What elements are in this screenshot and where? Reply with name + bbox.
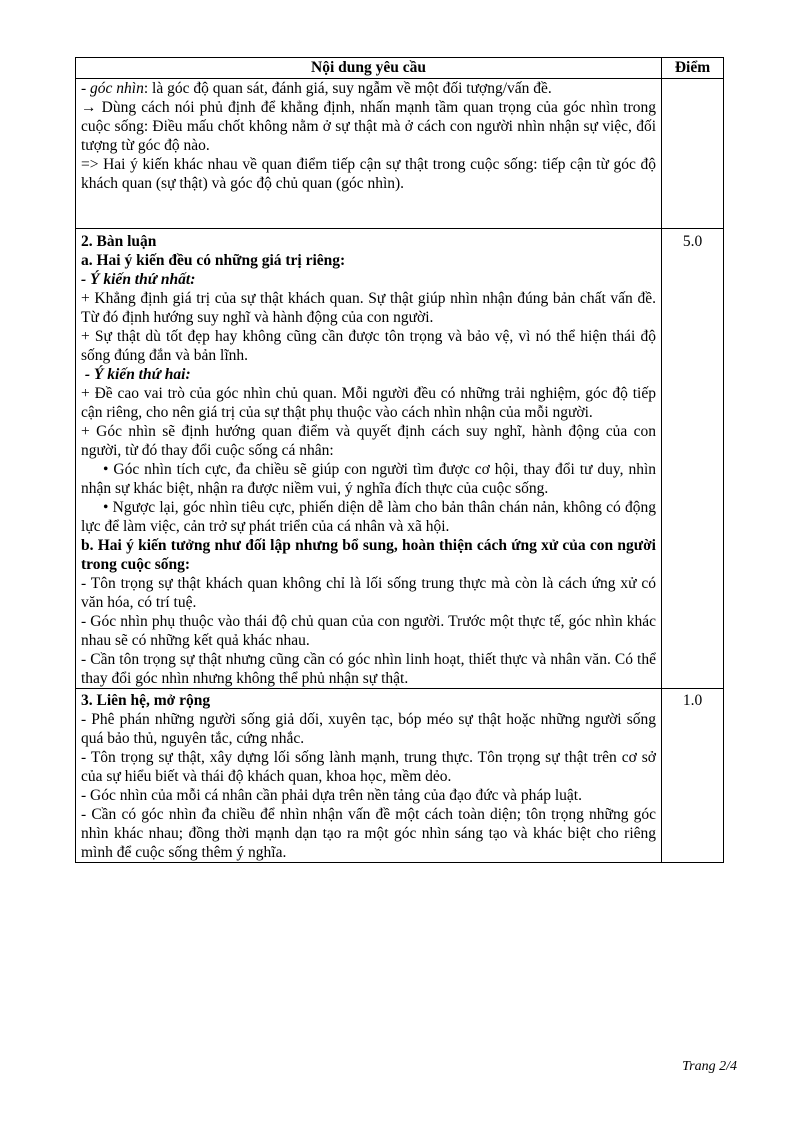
list-item: - Tôn trọng sự thật khách quan không chỉ là lối sống trung thực mà còn là cách ứng xử có văn hóa, có trí tuệ.	[81, 575, 656, 611]
table-header-row	[76, 58, 724, 79]
list-item: + Sự thật dù tốt đẹp hay không cũng cần được tôn trọng và bảo vệ, vì nó thể hiện thái độ sống đúng đắn và bản lĩnh.	[81, 328, 656, 364]
row2-score: 5.0	[662, 229, 724, 689]
header-score: Điểm	[662, 58, 724, 79]
row1-score	[662, 79, 724, 229]
opinion-two-title: - Ý kiến thứ hai:	[81, 366, 191, 383]
list-item: + Góc nhìn sẽ định hướng quan điểm và quyết định cách suy nghĩ, hành động của con người, từ đó thay đổi cuộc sống cá nhân:	[81, 423, 656, 459]
list-item: - Cần tôn trọng sự thật nhưng cũng cần có góc nhìn linh hoạt, thiết thực và nhân văn. Có thể thay đổi góc nhìn nhưng không thể phủ nhận sự thật.	[81, 651, 656, 687]
list-item: + Khẳng định giá trị của sự thật khách quan. Sự thật giúp nhìn nhận đúng bản chất vấn đề. Từ đó định hướng suy nghĩ và hành động của con người.	[81, 290, 656, 326]
table-row	[76, 79, 724, 229]
header-content: Nội dung yêu cầu	[76, 58, 662, 79]
grading-table	[75, 57, 724, 863]
page-number: Trang 2/4	[682, 1059, 737, 1074]
row1-paragraph: → Dùng cách nói phủ định để khẳng định, nhấn mạnh tầm quan trọng của góc nhìn trong cuộc sống: Điều mấu chốt không nằm ở sự thật mà ở cách con người nhìn nhận sự việc, đối tượng từ góc độ nào.	[81, 99, 656, 154]
list-item: - Tôn trọng sự thật, xây dựng lối sống lành mạnh, trung thực. Tôn trọng sự thật trên cơ sở của sự hiểu biết và thái độ khách quan, khoa học, mềm dẻo.	[81, 749, 656, 785]
row3-score: 1.0	[662, 689, 724, 863]
subheading-b: b. Hai ý kiến tưởng như đối lập nhưng bổ sung, hoàn thiện cách ứng xử của con người trong cuộc sống:	[81, 537, 656, 573]
row1-paragraph: => Hai ý kiến khác nhau về quan điểm tiếp cận sự thật trong cuộc sống: tiếp cận từ góc độ khách quan (sự thật) và góc độ chủ quan (góc nhìn).	[81, 156, 656, 192]
term-goc-nhin: góc nhìn	[90, 80, 144, 97]
row3-content	[76, 689, 662, 863]
bullet-item: • Ngược lại, góc nhìn tiêu cực, phiến diện dễ làm cho bản thân chán nản, không có động lực để làm việc, cản trở sự phát triển của cá nhân và xã hội.	[81, 499, 656, 535]
list-item: - Phê phán những người sống giả dối, xuyên tạc, bóp méo sự thật hoặc những người sống quá bảo thủ, nguyên tắc, cứng nhắc.	[81, 711, 656, 747]
bullet-item: • Góc nhìn tích cực, đa chiều sẽ giúp con người tìm được cơ hội, thay đổi tư duy, nhìn nhận sự khác biệt, nhận ra được niềm vui, ý nghĩa đích thực của cuộc sống.	[81, 461, 656, 497]
row1-paragraph: - góc nhìn: là góc độ quan sát, đánh giá, suy ngẫm về một đối tượng/vấn đề.	[81, 80, 552, 97]
section-heading: 2. Bàn luận	[81, 233, 157, 250]
row2-content	[76, 229, 662, 689]
list-item: - Góc nhìn phụ thuộc vào thái độ chủ quan của con người. Trước một thực tế, góc nhìn khác nhau sẽ có những kết quả khác nhau.	[81, 613, 656, 649]
opinion-one-title: - Ý kiến thứ nhất:	[81, 271, 196, 288]
row1-definition: : là góc độ quan sát, đánh giá, suy ngẫm về một đối tượng/vấn đề.	[143, 80, 552, 97]
list-item: - Góc nhìn của mỗi cá nhân cần phải dựa trên nền tảng của đạo đức và pháp luật.	[81, 787, 582, 804]
table-row	[76, 689, 724, 863]
subheading-a: a. Hai ý kiến đều có những giá trị riêng:	[81, 252, 346, 269]
list-item: + Đề cao vai trò của góc nhìn chủ quan. Mỗi người đều có những trải nghiệm, góc độ tiếp cận riêng, cho nên giá trị của sự thật phụ thuộc vào cách nhìn nhận của mỗi người.	[81, 385, 656, 421]
row1-content	[76, 79, 662, 229]
list-item: - Cần có góc nhìn đa chiều để nhìn nhận vấn đề một cách toàn diện; tôn trọng những góc nhìn khác nhau; đồng thời mạnh dạn tạo ra một góc nhìn sáng tạo và khác biệt cho riêng mình để cuộc sống thêm ý nghĩa.	[81, 806, 656, 861]
table-row	[76, 229, 724, 689]
section-heading: 3. Liên hệ, mở rộng	[81, 692, 211, 709]
